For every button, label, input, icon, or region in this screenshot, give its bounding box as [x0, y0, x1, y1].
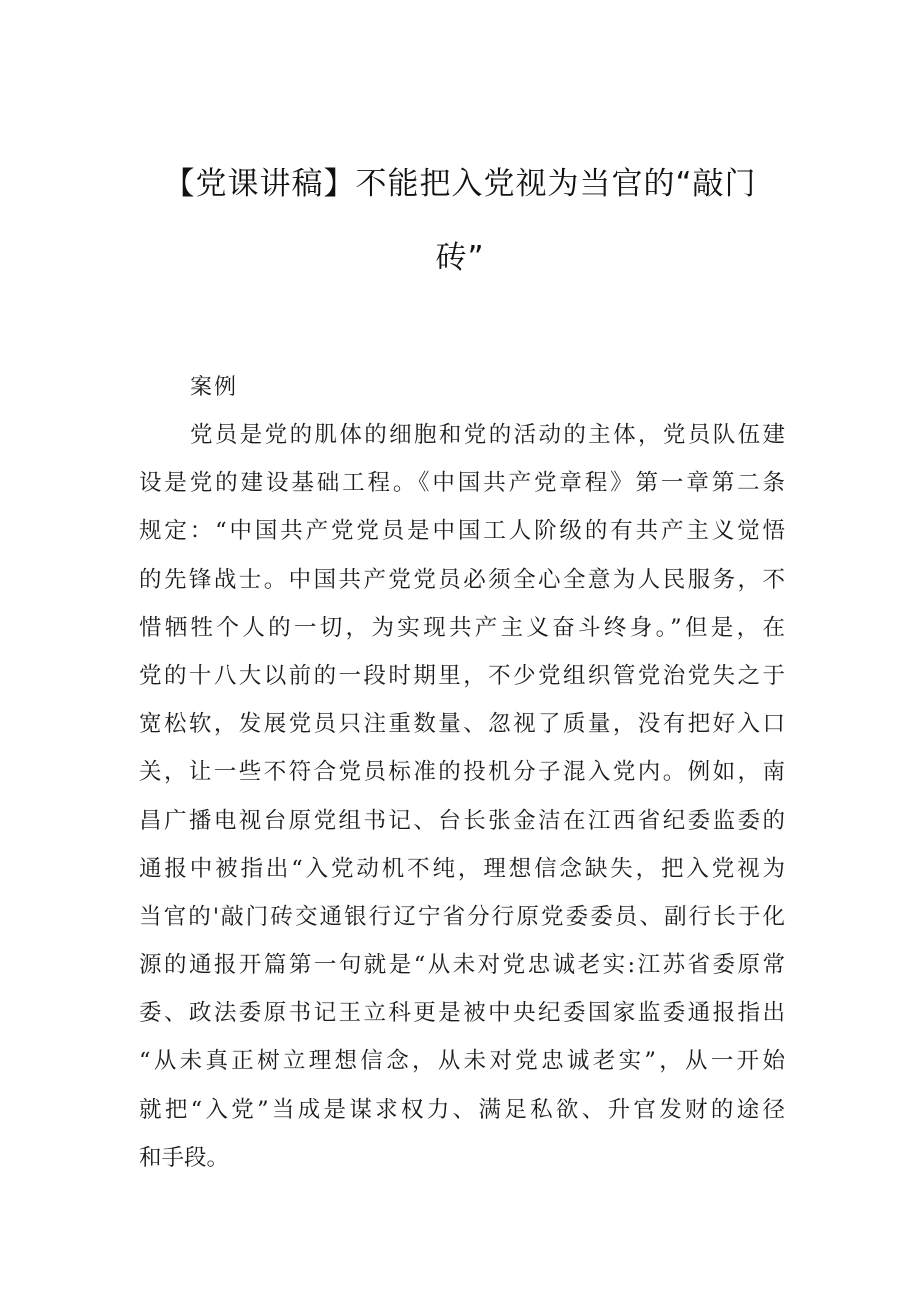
- paragraph-line: 宽松软，发展党员只注重数量、忽视了质量，没有把好入口: [139, 711, 785, 738]
- paragraph-line: 昌广播电视台原党组书记、台长张金洁在江西省纪委监委的: [139, 807, 785, 834]
- paragraph-line: 和手段。: [139, 1144, 230, 1171]
- paragraph-line: 就把“入党”当成是谋求权力、满足私欲、升官发财的途径: [139, 1096, 785, 1123]
- paragraph-line: 源的通报开篇第一句就是“从未对党忠诚老实:江苏省委原常: [139, 952, 785, 979]
- paragraph-line: “从未真正树立理想信念，从未对党忠诚老实”，从一开始: [139, 1048, 785, 1075]
- paragraph-line: 规定：“中国共产党党员是中国工人阶级的有共产主义觉悟: [139, 518, 785, 545]
- section-label-case: 案例: [190, 375, 239, 400]
- paragraph-line: 通报中被指出“入党动机不纯，理想信念缺失，把入党视为: [139, 855, 785, 882]
- paragraph-line: 党的十八大以前的一段时期里，不少党组织管党治党失之于: [139, 662, 785, 689]
- paragraph-line: 委、政法委原书记王立科更是被中央纪委国家监委通报指出: [139, 1000, 785, 1027]
- case-paragraph: [139, 418, 785, 1189]
- paragraph-line: 的先锋战士。中国共产党党员必须全心全意为人民服务，不: [139, 566, 785, 593]
- paragraph-line: 设是党的建设基础工程。《中国共产党章程》第一章第二条: [139, 470, 785, 497]
- document-title-line-2: 砖”: [435, 240, 485, 276]
- paragraph-line: 党员是党的肌体的细胞和党的活动的主体，党员队伍建: [190, 422, 785, 448]
- paragraph-line: 当官的'敲门砖交通银行辽宁省分行原党委委员、副行长于化: [139, 903, 785, 930]
- paragraph-line: 惜牺牲个人的一切，为实现共产主义奋斗终身。”但是，在: [139, 614, 785, 641]
- document-title-line-1: 【党课讲稿】不能把入党视为当官的“敲门: [163, 166, 757, 202]
- paragraph-line: 关，让一些不符合党员标准的投机分子混入党内。例如，南: [139, 759, 785, 786]
